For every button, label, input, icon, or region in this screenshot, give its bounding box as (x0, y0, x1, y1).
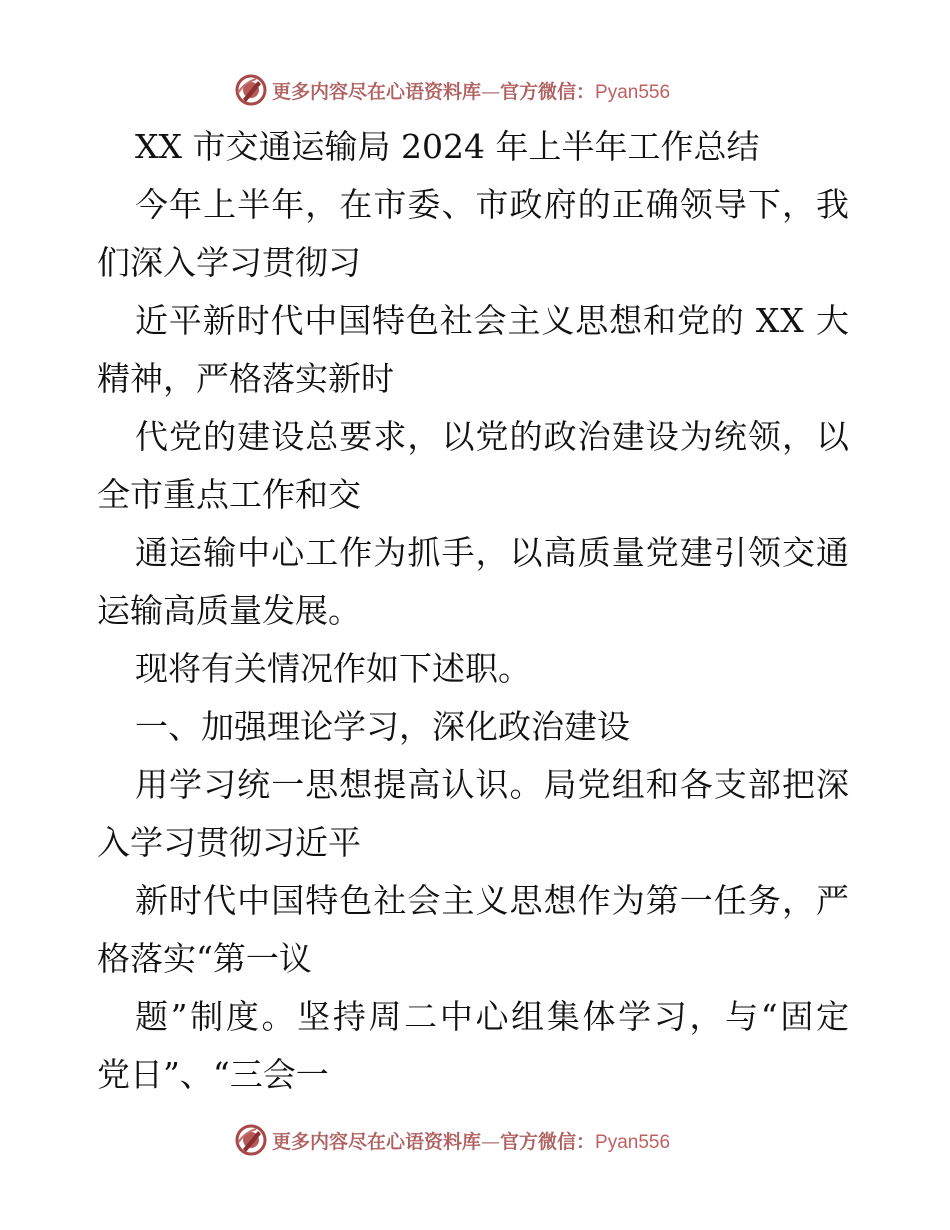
paragraph-continuation: 运输高质量发展。 (97, 591, 361, 630)
banner-title: 更多内容尽在心语资料库 (272, 1131, 482, 1153)
footer-banner (0, 1120, 950, 1160)
banner-title: 更多内容尽在心语资料库 (272, 81, 482, 103)
seal-logo-icon (234, 73, 268, 107)
header-banner (0, 70, 950, 110)
banner-account: Pyan556 (595, 82, 671, 103)
paragraph-continuation: 全市重点工作和交 (97, 475, 361, 514)
banner-text (272, 1127, 670, 1154)
paragraph-line: 今年上半年，在市委、市政府的正确领导下，我 (135, 185, 851, 224)
banner-official: 官方微信： (500, 1131, 596, 1153)
paragraph-continuation: 入学习贯彻习近平 (97, 823, 361, 862)
paragraph-line: 代党的建设总要求，以党的政治建设为统领，以 (135, 417, 851, 456)
paragraph-continuation: 们深入学习贯彻习 (97, 243, 361, 282)
banner-separator: — (481, 81, 501, 103)
document-body (97, 118, 857, 1104)
paragraph-line: 用学习统一思想提高认识。局党组和各支部把深 (135, 765, 851, 804)
paragraph-continuation: 格落实“第一议 (97, 939, 312, 978)
banner-text (272, 77, 670, 104)
paragraph-continuation: 党日”、“三会一 (97, 1055, 329, 1094)
seal-logo-icon (234, 1123, 268, 1157)
paragraph-line: 现将有关情况作如下述职。 (135, 649, 531, 688)
banner-official: 官方微信： (500, 81, 596, 103)
paragraph-line: 新时代中国特色社会主义思想作为第一任务，严 (135, 881, 851, 920)
paragraph-line: 近平新时代中国特色社会主义思想和党的 XX 大 (135, 301, 850, 340)
banner-account: Pyan556 (595, 1132, 671, 1153)
banner-separator: — (481, 1131, 501, 1153)
paragraph-continuation: 精神，严格落实新时 (97, 359, 394, 398)
paragraph-line: 题”制度。坚持周二中心组集体学习，与“固定 (135, 997, 852, 1036)
paragraph-line: 一、加强理论学习，深化政治建设 (135, 707, 630, 746)
paragraph-line: 通运输中心工作为抓手，以高质量党建引领交通 (135, 533, 851, 572)
document-title: XX 市交通运输局 2024 年上半年工作总结 (135, 127, 760, 166)
